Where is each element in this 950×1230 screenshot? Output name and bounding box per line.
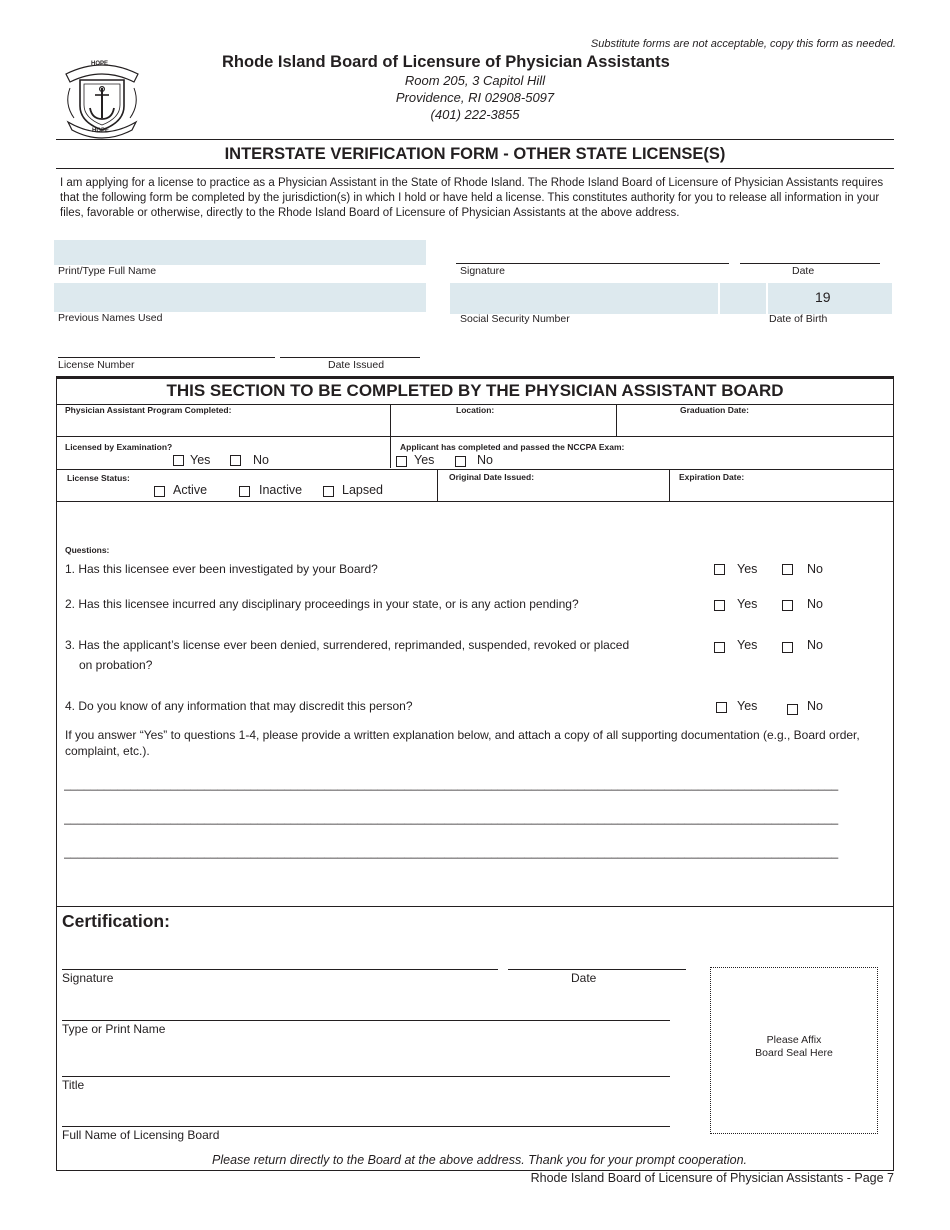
cert-date-line[interactable]	[508, 969, 686, 970]
q3-no-checkbox[interactable]	[782, 642, 793, 653]
form-title: INTERSTATE VERIFICATION FORM - OTHER STATE LICENSE(S)	[224, 145, 726, 163]
q1-yes-label: Yes	[737, 562, 758, 576]
page-footer: Rhode Island Board of Licensure of Physician Assistants - Page 7	[530, 1171, 894, 1185]
license-status-label: License Status:	[67, 473, 130, 483]
return-note: Please return directly to the Board at the above address. Thank you for your prompt cooperation.	[212, 1153, 748, 1167]
full-name-label: Print/Type Full Name	[58, 265, 157, 277]
date-issued-label: Date Issued	[328, 359, 385, 371]
cert-board-line[interactable]	[62, 1126, 670, 1127]
certification-divider	[56, 906, 894, 907]
previous-names-label: Previous Names Used	[58, 312, 163, 324]
q4-yes-checkbox[interactable]	[716, 702, 727, 713]
graduation-label: Graduation Date:	[680, 405, 749, 415]
phone-number: (401) 222-3855	[430, 107, 520, 122]
date-issued-line[interactable]	[280, 357, 420, 358]
seal-banner-top: HOPE	[91, 61, 109, 67]
ssn-label: Social Security Number	[460, 313, 570, 325]
explanation-line-3[interactable]: ____________________________________________________________________________________________________________________	[64, 845, 839, 859]
nccpa-no-checkbox[interactable]	[455, 456, 466, 467]
dob-label: Date of Birth	[769, 313, 828, 325]
license-number-label: License Number	[58, 359, 135, 371]
ssn-input[interactable]	[450, 283, 718, 314]
cert-board-label: Full Name of Licensing Board	[62, 1128, 220, 1142]
q3-no-label: No	[807, 638, 823, 652]
nccpa-no-label: No	[477, 453, 493, 467]
exam-no-label: No	[253, 453, 269, 467]
cert-title-label: Title	[62, 1078, 85, 1092]
explanation-instructions: If you answer “Yes” to questions 1-4, please provide a written explanation below, and attach a copy of all supporting documentation (e.g., Board order, complaint, etc.).	[65, 728, 860, 758]
q2-no-checkbox[interactable]	[782, 600, 793, 611]
board-section-title: THIS SECTION TO BE COMPLETED BY THE PHYSICIAN ASSISTANT BOARD	[166, 381, 784, 400]
license-number-line[interactable]	[58, 357, 275, 358]
question-1: 1. Has this licensee ever been investigated by your Board?	[65, 562, 378, 576]
header-divider	[56, 139, 894, 140]
board-name: Rhode Island Board of Licensure of Physician Assistants	[222, 53, 670, 71]
q4-yes-label: Yes	[737, 699, 758, 713]
q4-no-checkbox[interactable]	[787, 704, 798, 715]
licensed-exam-label: Licensed by Examination?	[65, 442, 173, 452]
seal-box-line-2: Board Seal Here	[755, 1047, 833, 1059]
question-4: 4. Do you know of any information that may discredit this person?	[65, 699, 413, 713]
signature-line[interactable]	[456, 263, 729, 264]
cert-title-line[interactable]	[62, 1076, 670, 1077]
applicant-date-label: Date	[792, 265, 815, 277]
status-lapsed-label: Lapsed	[342, 483, 384, 497]
signature-label: Signature	[460, 265, 505, 277]
location-label: Location:	[456, 405, 495, 415]
q1-no-label: No	[807, 562, 823, 576]
q1-yes-checkbox[interactable]	[714, 564, 725, 575]
nccpa-label: Applicant has completed and passed the NCCPA Exam:	[400, 442, 625, 452]
q4-no-label: No	[807, 699, 823, 713]
program-label: Physician Assistant Program Completed:	[65, 405, 232, 415]
cert-date-label: Date	[571, 971, 597, 985]
question-3-continued: on probation?	[79, 658, 153, 672]
status-inactive-checkbox[interactable]	[239, 486, 250, 497]
explanation-line-1[interactable]: ____________________________________________________________________________________________________________________	[64, 777, 839, 791]
q3-yes-label: Yes	[737, 638, 758, 652]
q2-no-label: No	[807, 597, 823, 611]
status-active-checkbox[interactable]	[154, 486, 165, 497]
board-seal-box	[710, 967, 878, 1134]
exam-yes-checkbox[interactable]	[173, 455, 184, 466]
dob-value: 19	[815, 289, 831, 305]
status-inactive-label: Inactive	[259, 483, 303, 497]
expiration-label: Expiration Date:	[679, 472, 745, 482]
certification-heading: Certification:	[62, 911, 170, 931]
question-2: 2. Has this licensee incurred any disciplinary proceedings in your state, or is any action pending?	[65, 597, 579, 611]
nccpa-yes-checkbox[interactable]	[396, 456, 407, 467]
seal-box-line-1: Please Affix	[766, 1034, 822, 1046]
explanation-line-2[interactable]: ____________________________________________________________________________________________________________________	[64, 811, 839, 825]
q2-yes-label: Yes	[737, 597, 758, 611]
original-date-label: Original Date Issued:	[449, 472, 535, 482]
cert-name-line[interactable]	[62, 1020, 670, 1021]
q2-yes-checkbox[interactable]	[714, 600, 725, 611]
status-lapsed-checkbox[interactable]	[323, 486, 334, 497]
cert-signature-label: Signature	[62, 971, 114, 985]
nccpa-yes-label: Yes	[414, 453, 435, 467]
exam-yes-label: Yes	[190, 453, 211, 467]
previous-names-input[interactable]	[54, 283, 426, 312]
q1-no-checkbox[interactable]	[782, 564, 793, 575]
cert-name-label: Type or Print Name	[62, 1022, 166, 1036]
questions-heading: Questions:	[65, 545, 110, 555]
title-divider	[56, 168, 894, 169]
seal-banner-bottom: HOPE	[92, 128, 110, 134]
cert-signature-line[interactable]	[62, 969, 498, 970]
address-line-2: Providence, RI 02908-5097	[395, 90, 555, 105]
intro-paragraph: I am applying for a license to practice as a Physician Assistant in the State of Rhode Island. The Rhode Island Board of Licensure of Physician Assistants requires that the following form be completed by the jurisdiction(s) in which I hold or have held a license. This constitutes authority for you to release all information in your files, favorable or otherwise, directly to the Rhode Island Board of Licensure of Physician Assistants at the above address.	[60, 177, 884, 219]
dob-month-input[interactable]	[720, 283, 766, 314]
status-active-label: Active	[173, 483, 208, 497]
exam-no-checkbox[interactable]	[230, 455, 241, 466]
full-name-input[interactable]	[54, 240, 426, 265]
substitute-note: Substitute forms are not acceptable, copy this form as needed.	[590, 38, 896, 50]
question-3: 3. Has the applicant’s license ever been denied, surrendered, reprimanded, suspended, revoked or placed	[65, 638, 630, 652]
applicant-date-line[interactable]	[740, 263, 880, 264]
address-line-1: Room 205, 3 Capitol Hill	[404, 73, 546, 88]
q3-yes-checkbox[interactable]	[714, 642, 725, 653]
